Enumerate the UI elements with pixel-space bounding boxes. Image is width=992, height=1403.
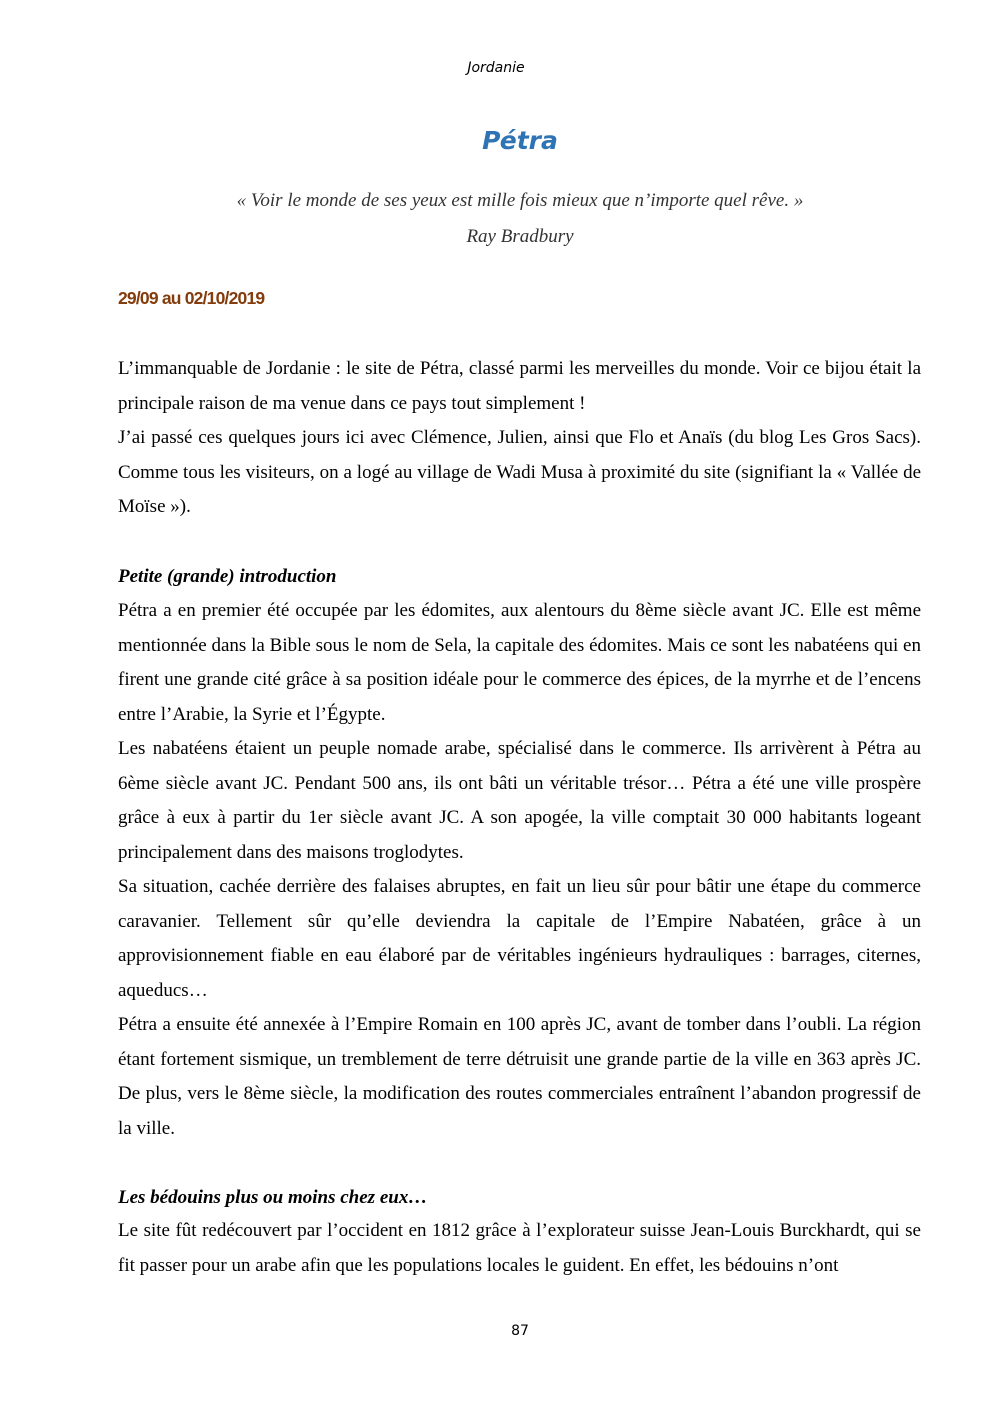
intro-block bbox=[118, 352, 921, 525]
quote-author: Ray Bradbury bbox=[466, 226, 574, 247]
page-title: Pétra bbox=[482, 126, 558, 155]
paragraph: Les nabatéens étaient un peuple nomade arabe, spécialisé dans le commerce. Ils arrivèrent à Pétra au 6ème siècle avant JC. Pendant 500 ans, ils ont bâti un véritable trésor… Pétra a été une ville prospère grâce à eux à partir du 1er siècle avant JC. A son apogée, la ville comptait 30 000 habitants logeant principalement dans des maisons troglodytes. bbox=[118, 738, 921, 863]
date-range: 29/09 au 02/10/2019 bbox=[118, 288, 265, 308]
paragraph: Pétra a ensuite été annexée à l’Empire Romain en 100 après JC, avant de tomber dans l’oubli. La région étant fortement sismique, un tremblement de terre détruisit une grande partie de la ville en 363 après JC. De plus, vers le 8ème siècle, la modification des routes commerciales entraînent l’abandon progressif de la ville. bbox=[118, 1014, 921, 1139]
section-body bbox=[118, 1214, 921, 1283]
paragraph: Le site fût redécouvert par l’occident en 1812 grâce à l’explorateur suisse Jean-Louis Burckhardt, qui se fit passer pour un arabe afin que les populations locales le guident. En effet, les bédouins n’ont bbox=[118, 1220, 921, 1276]
epigraph bbox=[0, 183, 992, 255]
page-number: 87 bbox=[511, 1323, 529, 1339]
paragraph: Pétra a en premier été occupée par les édomites, aux alentours du 8ème siècle avant JC. Elle est même mentionnée dans la Bible sous le nom de Sela, la capitale des édomites. Mais ce sont les nabatéens qui en firent une grande cité grâce à sa position idéale pour le commerce des épices, de la myrrhe et de l’encens entre l’Arabie, la Syrie et l’Égypte. bbox=[118, 600, 921, 725]
quote-text: « Voir le monde de ses yeux est mille fois mieux que n’importe quel rêve. » bbox=[236, 190, 804, 211]
paragraph: J’ai passé ces quelques jours ici avec Clémence, Julien, ainsi que Flo et Anaïs (du blog Les Gros Sacs). Comme tous les visiteurs, on a logé au village de Wadi Musa à proximité du site (signifiant la « Vallée de Moïse »). bbox=[118, 427, 921, 517]
section-heading: Les bédouins plus ou moins chez eux… bbox=[118, 1187, 428, 1208]
paragraph: L’immanquable de Jordanie : le site de Pétra, classé parmi les merveilles du monde. Voir ce bijou était la principale raison de ma venue dans ce pays tout simplement ! bbox=[118, 358, 921, 414]
running-header: Jordanie bbox=[467, 60, 525, 76]
section-body bbox=[118, 594, 921, 1146]
paragraph: Sa situation, cachée derrière des falaises abruptes, en fait un lieu sûr pour bâtir une étape du commerce caravanier. Tellement sûr qu’elle deviendra la capitale de l’Empire Nabatéen, grâce à un approvisionnement fiable en eau élaboré par de véritables ingénieurs hydrauliques : barrages, citernes, aqueducs… bbox=[118, 876, 921, 1001]
section-heading: Petite (grande) introduction bbox=[118, 566, 337, 587]
